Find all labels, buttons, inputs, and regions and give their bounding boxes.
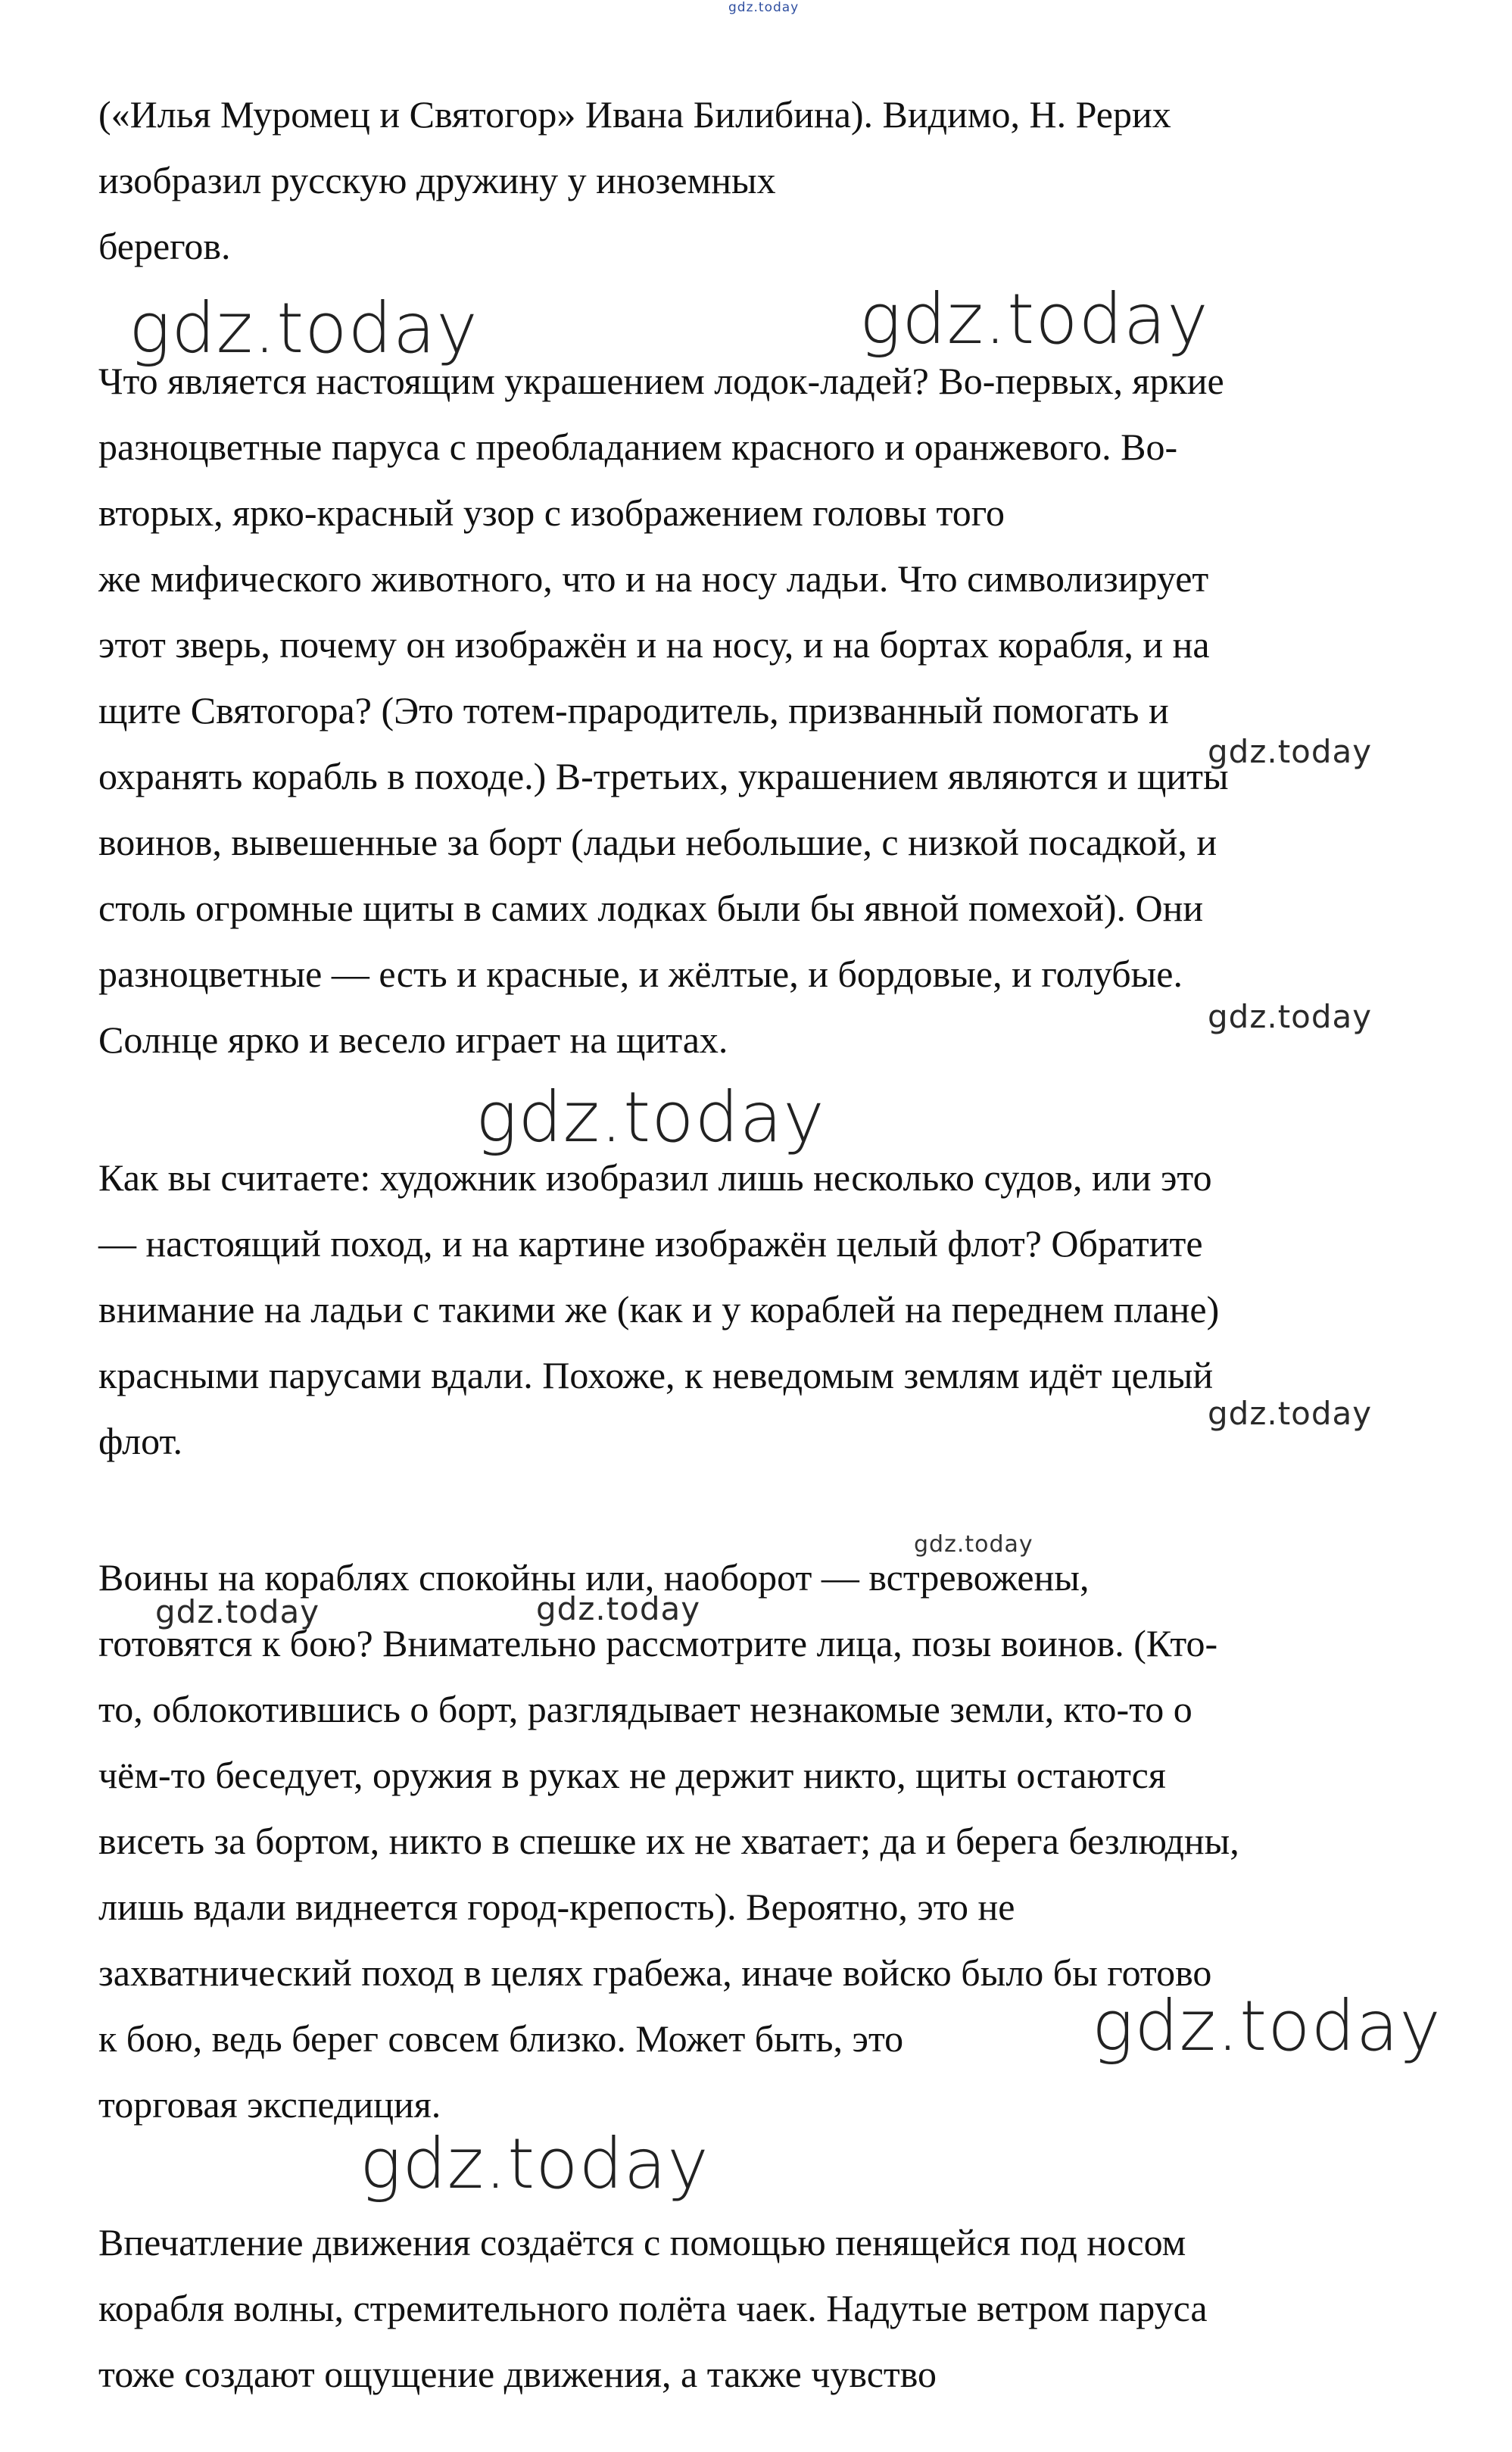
watermark-small: gdz.today [914, 1531, 1033, 1558]
text-line: же мифического животного, что и на носу ладьи. Что символизирует [98, 557, 1209, 600]
text-line: флот. [98, 1420, 183, 1462]
text-line: захватнический поход в целях грабежа, иначе войско было бы готово [98, 1951, 1212, 1994]
watermark-medium: gdz.today [1208, 998, 1373, 1035]
text-line: торговая экспедиция. [98, 2083, 441, 2126]
text-line: висеть за бортом, никто в спешке их не хватает; да и берега безлюдны, [98, 1820, 1239, 1862]
text-line: тоже создают ощущение движения, а также чувство [98, 2353, 937, 2395]
paragraph-2 [98, 348, 1229, 1073]
text-line: («Илья Муромец и Святогор» Ивана Билибина). Видимо, Н. Рерих [98, 93, 1171, 136]
text-line: Воины на кораблях спокойны или, наоборот — встревожены, [98, 1556, 1090, 1599]
watermark-medium: gdz.today [1208, 733, 1373, 770]
paragraph-5 [98, 2210, 1208, 2407]
watermark-medium: gdz.today [1208, 1395, 1373, 1432]
text-line: охранять корабль в походе.) В-третьих, украшением являются и щиты [98, 755, 1229, 797]
text-line: Как вы считаете: художник изобразил лишь несколько судов, или это [98, 1156, 1212, 1199]
paragraph-3 [98, 1145, 1219, 1474]
text-line: берегов. [98, 225, 231, 267]
text-line: Впечатление движения создаётся с помощью пенящейся под носом [98, 2221, 1186, 2263]
watermark-medium: gdz.today [155, 1593, 320, 1630]
watermark-large: gdz.today [859, 279, 1209, 360]
watermark-large: gdz.today [129, 288, 479, 369]
text-line: чём-то беседует, оружия в руках не держит никто, щиты остаются [98, 1754, 1166, 1796]
paragraph-1 [98, 82, 1171, 279]
text-line: разноцветные — есть и красные, и жёлтые, и бордовые, и голубые. [98, 953, 1183, 995]
text-line: то, облокотившись о борт, разглядывает незнакомые земли, кто-то о [98, 1688, 1192, 1730]
text-line: лишь вдали виднеется город-крепость). Вероятно, это не [98, 1886, 1015, 1928]
text-line: воинов, вывешенные за борт (ладьи небольшие, с низкой посадкой, и [98, 821, 1217, 863]
text-line: вторых, ярко-красный узор с изображением головы того [98, 491, 1005, 534]
text-line: разноцветные паруса с преобладанием красного и оранжевого. Во- [98, 426, 1178, 468]
text-line: столь огромные щиты в самих лодках были бы явной помехой). Они [98, 887, 1204, 929]
text-line: Что является настоящим украшением лодок-ладей? Во-первых, яркие [98, 360, 1224, 402]
watermark-large: gdz.today [475, 1077, 825, 1158]
watermark-medium: gdz.today [536, 1590, 701, 1627]
text-line: готовятся к бою? Внимательно рассмотрите лица, позы воинов. (Кто- [98, 1622, 1218, 1664]
watermark-large: gdz.today [1092, 1986, 1442, 2067]
text-line: корабля волны, стремительного полёта чаек. Надутые ветром паруса [98, 2287, 1208, 2329]
watermark-large: gdz.today [360, 2123, 709, 2204]
paragraph-4 [98, 1545, 1239, 2138]
text-line: этот зверь, почему он изображён и на носу, и на бортах корабля, и на [98, 623, 1210, 666]
text-line: — настоящий поход, и на картине изображён целый флот? Обратите [98, 1222, 1203, 1265]
watermark-top: gdz.today [728, 0, 800, 15]
text-line: щите Святогора? (Это тотем-прародитель, призванный помогать и [98, 689, 1169, 732]
text-line: внимание на ладьи с такими же (как и у кораблей на переднем плане) [98, 1288, 1220, 1331]
text-line: изобразил русскую дружину у иноземных [98, 159, 776, 201]
text-line: красными парусами вдали. Похоже, к неведомым землям идёт целый [98, 1354, 1214, 1396]
text-line: Солнце ярко и весело играет на щитах. [98, 1019, 728, 1061]
text-line: к бою, ведь берег совсем близко. Может быть, это [98, 2017, 904, 2060]
